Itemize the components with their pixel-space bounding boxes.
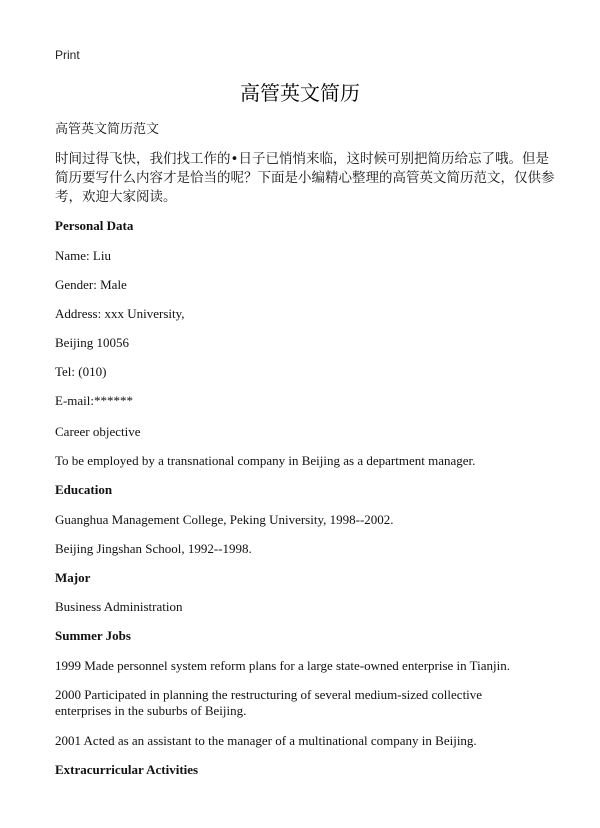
section-heading-extracurricular: Extracurricular Activities — [55, 762, 199, 777]
document-title: 高管英文简历 — [240, 81, 360, 105]
major-text: Business Administration — [55, 599, 183, 614]
email-line: E-mail:****** — [55, 393, 133, 408]
summer-job-item: 1999 Made personnel system reform plans for a large state-owned enterprise in Tianjin. — [55, 658, 511, 673]
section-heading-personal-data: Personal Data — [55, 218, 134, 233]
section-heading-summer-jobs: Summer Jobs — [55, 628, 131, 643]
summer-job-item: 2001 Acted as an assistant to the manager of a multinational company in Beijing. — [55, 733, 477, 748]
education-item: Beijing Jingshan School, 1992--1998. — [55, 541, 252, 556]
city-line: Beijing 10056 — [55, 335, 130, 350]
education-item: Guanghua Management College, Peking University, 1998--2002. — [55, 512, 394, 527]
print-link[interactable]: Print — [55, 48, 80, 62]
summer-job-item: 2000 Participated in planning the restructuring of several medium-sized collective enterprises in the suburbs of Beijing. — [55, 687, 483, 718]
section-heading-education: Education — [55, 482, 113, 497]
address-line: Address: xxx University, — [55, 306, 185, 321]
gender-line: Gender: Male — [55, 277, 127, 292]
career-objective-label: Career objective — [55, 424, 141, 439]
document-subtitle: 高管英文简历范文 — [55, 122, 160, 137]
section-heading-major: Major — [55, 570, 91, 585]
name-line: Name: Liu — [55, 248, 111, 263]
career-objective-text: To be employed by a transnational company in Beijing as a department manager. — [55, 453, 476, 468]
tel-line: Tel: (010) — [55, 364, 107, 379]
intro-paragraph: 时间过得飞快，我们找工作的•日子已悄悄来临，这时候可别把简历给忘了哦。但是简历要写什么内容才是恰当的呢？下面是小编精心整理的高管英文简历范文，仅供参考，欢迎大家阅读。 — [55, 151, 555, 205]
